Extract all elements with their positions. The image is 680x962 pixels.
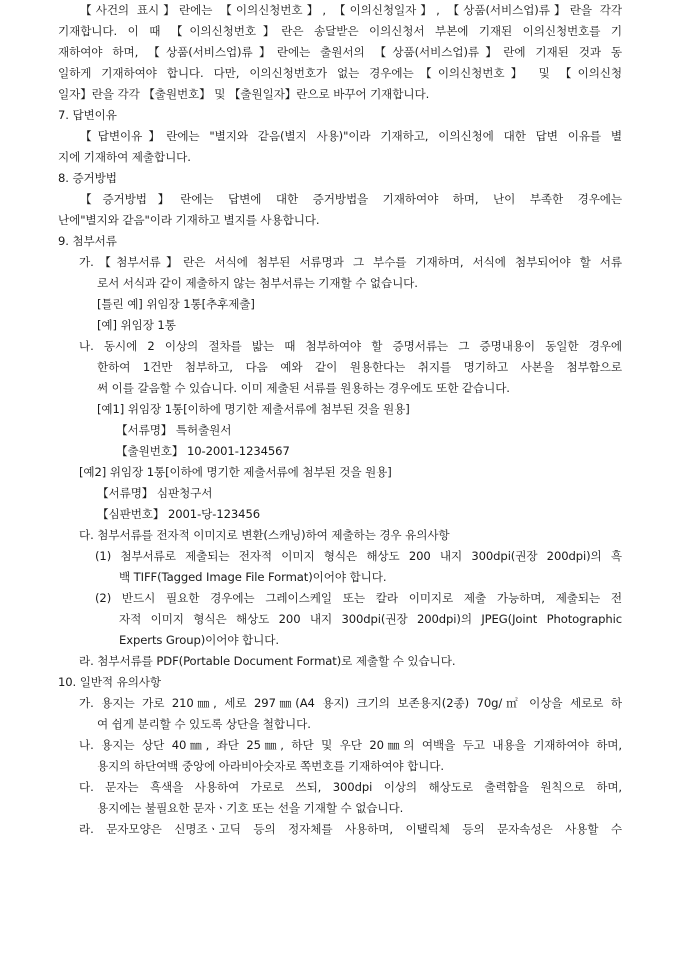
list-item: 라. 첨부서류를 PDF(Portable Document Format)로 제출할 수 있습니다. [79,654,456,668]
body-text: 기재합니다. 이 때 【이의신청번호】란은 송달받은 이의신청서 부본에 기재된 이의신청번호를 기 [58,24,622,38]
list-item: 용지의 하단여백 중앙에 아라비아숫자로 쪽번호를 기재하여야 합니다. [97,759,444,773]
list-item: 로서 서식과 같이 제출하지 않는 첨부서류는 기재할 수 없습니다. [97,276,418,290]
example-text: [틀린 예] 위임장 1통[추후제출] [97,297,255,311]
list-item: Experts Group)이어야 합니다. [119,633,279,647]
list-item: 다. 첨부서류를 전자적 이미지로 변환(스캐닝)하여 제출하는 경우 유의사항 [79,528,450,542]
list-item: 다. 문자는 흑색을 사용하여 가로로 쓰되, 300dpi 이상의 해상도로 출력함을 원칙으로 하며, [79,780,622,794]
example-text: 【서류명】 심판청구서 [97,486,213,500]
example-text: [예2] 위임장 1통[이하에 명기한 제출서류에 첨부된 것을 원용] [79,465,392,479]
list-item: 나. 동시에 2 이상의 절차를 밟는 때 첨부하여야 할 증명서류는 그 증명내용이 동일한 경우에 [79,339,622,353]
section-heading: 8. 증거방법 [58,171,117,185]
section-heading: 10. 일반적 유의사항 [58,675,162,689]
list-item: 백 TIFF(Tagged Image File Format)이어야 합니다. [119,570,387,584]
list-item: 한하여 1건만 첨부하고, 다음 예와 같이 원용한다는 취지를 명기하고 사본을 첨부함으로 [97,360,622,374]
body-text: 【답변이유】란에는 "별지와 같음(별지 사용)"이라 기재하고, 이의신청에 대한 답변 이유를 별 [80,129,622,143]
list-item: 용지에는 불필요한 문자ㆍ기호 또는 선을 기재할 수 없습니다. [97,801,404,815]
list-item: (1) 첨부서류로 제출되는 전자적 이미지 형식은 해상도 200 내지 300dpi(권장 200dpi)의 흑 [95,549,622,563]
body-text: 난에"별지와 같음"이라 기재하고 별지를 사용합니다. [58,213,320,227]
example-text: [예1] 위임장 1통[이하에 명기한 제출서류에 첨부된 것을 원용] [97,402,410,416]
body-text: 재하여야 하며, 【상품(서비스업)류】란에는 출원서의 【상품(서비스업)류】란에 기재된 것과 동 [58,45,622,59]
section-heading: 7. 답변이유 [58,108,117,122]
body-text: 지에 기재하여 제출합니다. [58,150,191,164]
list-item: 나. 용지는 상단 40㎜, 좌단 25㎜, 하단 및 우단 20㎜의 여백을 두고 내용을 기재하여야 하며, [79,738,622,752]
list-item: 가. 용지는 가로 210㎜, 세로 297㎜(A4 용지) 크기의 보존용지(2종) 70g/㎡ 이상을 세로로 하 [79,696,622,710]
body-text: 일하게 기재하여야 합니다. 다만, 이의신청번호가 없는 경우에는【이의신청번호】 및 【이의신청 [58,66,622,80]
example-text: 【심판번호】 2001-당-123456 [97,507,261,521]
list-item: 라. 문자모양은 신명조ㆍ고딕 등의 정자체를 사용하며, 이탤릭체 등의 문자속성은 사용할 수 [79,822,622,836]
list-item: (2) 반드시 필요한 경우에는 그레이스케일 또는 칼라 이미지로 제출 가능하며, 제출되는 전 [95,591,622,605]
body-text: 일자】란을 각각 【출원번호】 및 【출원일자】란으로 바꾸어 기재합니다. [58,87,430,101]
body-text: 【사건의 표시】란에는 【이의신청번호】, 【이의신청일자】, 【상품(서비스업)류】란을 각각 [80,3,622,17]
body-text: 【증거방법】란에는 답변에 대한 증거방법을 기재하여야 하며, 난이 부족한 경우에는 [80,192,622,206]
list-item: 여 쉽게 분리할 수 있도록 상단을 철합니다. [97,717,311,731]
list-item: 자적 이미지 형식은 해상도 200 내지 300dpi(권장 200dpi)의 JPEG(Joint Photographic [119,612,622,626]
section-heading: 9. 첨부서류 [58,234,117,248]
example-text: [예] 위임장 1통 [97,318,176,332]
example-text: 【출원번호】 10-2001-1234567 [116,444,290,458]
list-item: 써 이를 갈음할 수 있습니다. 이미 제출된 서류를 원용하는 경우에도 또한 같습니다. [97,381,510,395]
list-item: 가.【첨부서류】란은 서식에 첨부된 서류명과 그 부수를 기재하며, 서식에 첨부되어야 할 서류 [79,255,622,269]
example-text: 【서류명】 특허출원서 [116,423,232,437]
